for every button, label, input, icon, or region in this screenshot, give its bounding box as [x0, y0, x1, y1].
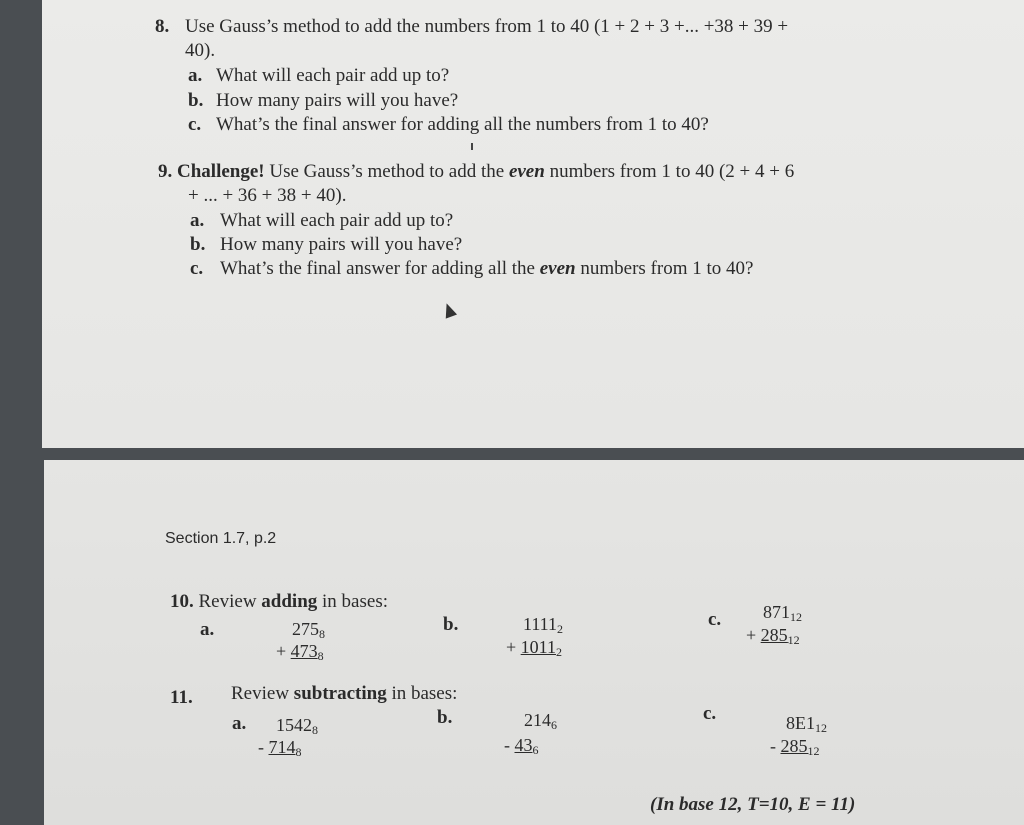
q11a-bottom-number: - $714_8$ [258, 737, 302, 759]
q8b-text: How many pairs will you have? [216, 90, 459, 111]
q10c-bottom-number: + $285_{12}$ [746, 625, 800, 647]
q9-text-pre: Use Gauss’s method to add the [269, 161, 505, 182]
q10b-top-number: $1111_2$ [523, 614, 563, 636]
q8-text-line1: Use Gauss’s method to add the numbers from 1 to 40 (1 + 2 + 3 +... +38 + 39 + [185, 16, 789, 37]
q11a-top-number: $1542_8$ [276, 715, 318, 737]
q11-text-bold: subtracting [293, 683, 387, 704]
q10a-bottom-number: + $473_8$ [276, 641, 324, 663]
q9c-label: c. [190, 258, 204, 279]
q10a-top-number: $275_8$ [292, 619, 325, 641]
q11a-label: a. [232, 713, 247, 734]
q9-number: 9. [158, 161, 173, 182]
q9-challenge: Challenge! [177, 161, 265, 182]
q9c-even-emphasis: even [539, 258, 576, 279]
q11c-bottom-number: - $285_{12}$ [770, 736, 820, 758]
q10c-label: c. [708, 609, 722, 630]
q11-text-post: in bases: [391, 683, 458, 704]
q11b-label: b. [437, 707, 453, 728]
q10b-label: b. [443, 614, 459, 635]
q9-text-line2: + ... + 36 + 38 + 40). [188, 185, 347, 206]
q9a-text: What will each pair add up to? [220, 210, 454, 231]
q9a-label: a. [190, 210, 205, 231]
q9-text-post: numbers from 1 to 40 (2 + 4 + 6 [549, 161, 795, 182]
q11-number: 11. [170, 687, 193, 708]
q8-number: 8. [155, 16, 170, 37]
q9c-text-post: numbers from 1 to 40? [580, 258, 754, 279]
q9-even-emphasis: even [508, 161, 545, 182]
q11-text-pre: Review [231, 683, 290, 704]
q8-text-line2: 40). [185, 40, 216, 61]
q9b-label: b. [190, 234, 206, 255]
q9c-text-pre: What’s the final answer for adding all the [220, 258, 535, 279]
q8a-label: a. [188, 65, 203, 86]
q11b-top-number: $214_6$ [524, 710, 557, 732]
q8c-text: What’s the final answer for adding all the numbers from 1 to 40? [216, 114, 709, 135]
q10-text-bold: adding [261, 591, 318, 612]
q11c-label: c. [703, 703, 717, 724]
q8c-label: c. [188, 114, 202, 135]
q10-text-pre: Review [198, 591, 257, 612]
q11c-top-number: $8E1_{12}$ [786, 713, 827, 735]
q10b-bottom-number: + $1011_2$ [506, 637, 562, 659]
q9b-text: How many pairs will you have? [220, 234, 463, 255]
q8a-text: What will each pair add up to? [216, 65, 450, 86]
q8b-label: b. [188, 90, 204, 111]
base-12-note: (In base 12, T=10, E = 11) [650, 794, 856, 815]
q10-number: 10. [170, 591, 194, 612]
q11b-bottom-number: - $43_6$ [504, 735, 539, 757]
q10a-label: a. [200, 619, 215, 640]
section-label: Section 1.7, p.2 [165, 530, 277, 547]
pen-mark [471, 143, 473, 150]
q10-text-post: in bases: [322, 591, 388, 612]
q10c-top-number: $871_{12}$ [763, 602, 802, 624]
